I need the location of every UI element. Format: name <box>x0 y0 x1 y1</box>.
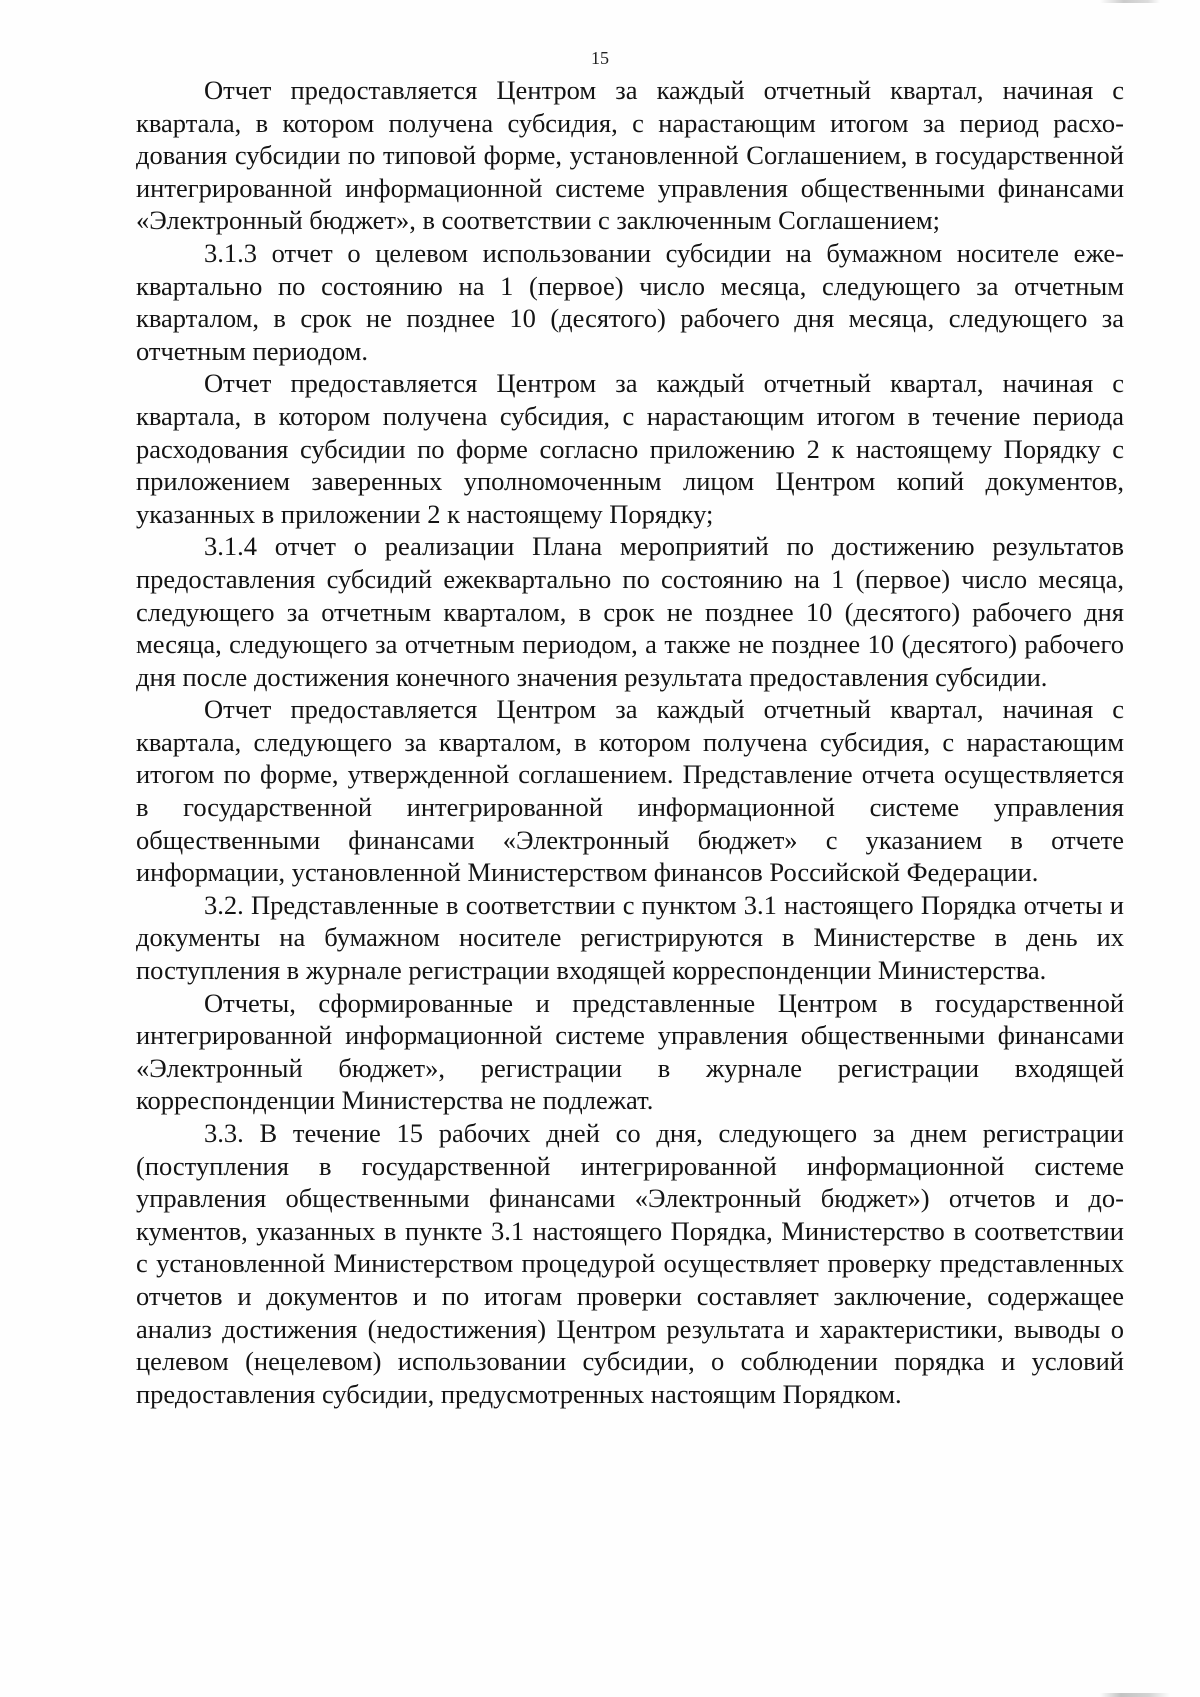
paragraph-3-1-3-paper-report: 3.1.3 отчет о целевом использовании субсидии на бумажном носителе ежеквартально по состоянию на 1 (первое) число месяца, следующего за отчетным кварталом, в срок не позднее 10 (десятого) рабочего дня месяца, следующего за отчетным периодом. <box>136 237 1124 366</box>
scan-edge-artifact <box>1100 0 1160 3</box>
paragraph-report-appendix-2: Отчет предоставляется Центром за каждый отчетный квартал, начиная с квартала, в котором получена субсидия, с нарастающим итогом в течение периода расходования субсидии по форме согласно приложению 2 к настоящему Порядку с приложением заверенных уполномоченным лицом Центром копий документов, указанных в приложении 2 к настоящему Порядку; <box>136 368 1124 529</box>
document-body <box>136 74 1124 1410</box>
paragraph-3-3-verification: 3.3. В течение 15 рабочих дней со дня, следующего за днем регистрации (поступления в государственной интегрированной информационной системе управления общественными финансами «Электронный бюджет») отчетов и документов, указанных в пункте 3.1 настоящего Порядка, Министерство в соответствии с установленной Министерством процедурой осуществляет проверку представленных отчетов и документов и по итогам проверки составляет заключение, содержащее анализ достижения (недостижения) Центром результата и характеристики, выводы о целевом (нецелевом) использовании субсидии, о соблюдении порядка и условий предоставления субсидии, предусмотренных настоящим Порядком. <box>136 1118 1124 1409</box>
scan-edge-artifact <box>1100 1693 1170 1697</box>
paragraph-report-agreement-form: Отчет предоставляется Центром за каждый отчетный квартал, начиная с квартала, следующего за кварталом, в котором получена субсидия, с нарастающим итогом по форме, утвержденной соглашением. Представление отчета осуществляется в государственной интегрированной информационной системе управления общественными финансами «Электронный бюджет» с указанием в отчете информации, установленной Министерством финансов Российской Федерации. <box>136 694 1124 888</box>
page-number: 15 <box>591 48 609 68</box>
paragraph-report-form-electronic-budget: Отчет предоставляется Центром за каждый отчетный квартал, начиная с квартала, в котором получена субсидия, с нарастающим итогом за период расходования субсидии по типовой форме, установленной Соглашением, в государственной интегрированной информационной системе управления общественными финансами «Электронный бюджет», в соответствии с заключенным Соглашением; <box>136 75 1124 236</box>
paragraph-3-1-4-action-plan-report: 3.1.4 отчет о реализации Плана мероприятий по достижению результатов предоставления субсидий ежеквартально по состоянию на 1 (первое) число месяца, следующего за отчетным кварталом, в срок не позднее 10 (десятого) рабочего дня месяца, следующего за отчетным периодом, а также не позднее 10 (десятого) рабочего дня после достижения конечного значения результата предоставления субсидии. <box>136 531 1124 692</box>
paragraph-electronic-reports-not-registered: Отчеты, сформированные и представленные Центром в государственной интегрированной информационной системе управления общественными финансами «Электронный бюджет», регистрации в журнале регистрации входящей корреспонденции Министерства не подлежат. <box>136 987 1124 1116</box>
paragraph-3-2-registration: 3.2. Представленные в соответствии с пунктом 3.1 настоящего Порядка отчеты и документы на бумажном носителе регистрируются в Министерстве в день их поступления в журнале регистрации входящей корреспонденции Министерства. <box>136 889 1124 986</box>
